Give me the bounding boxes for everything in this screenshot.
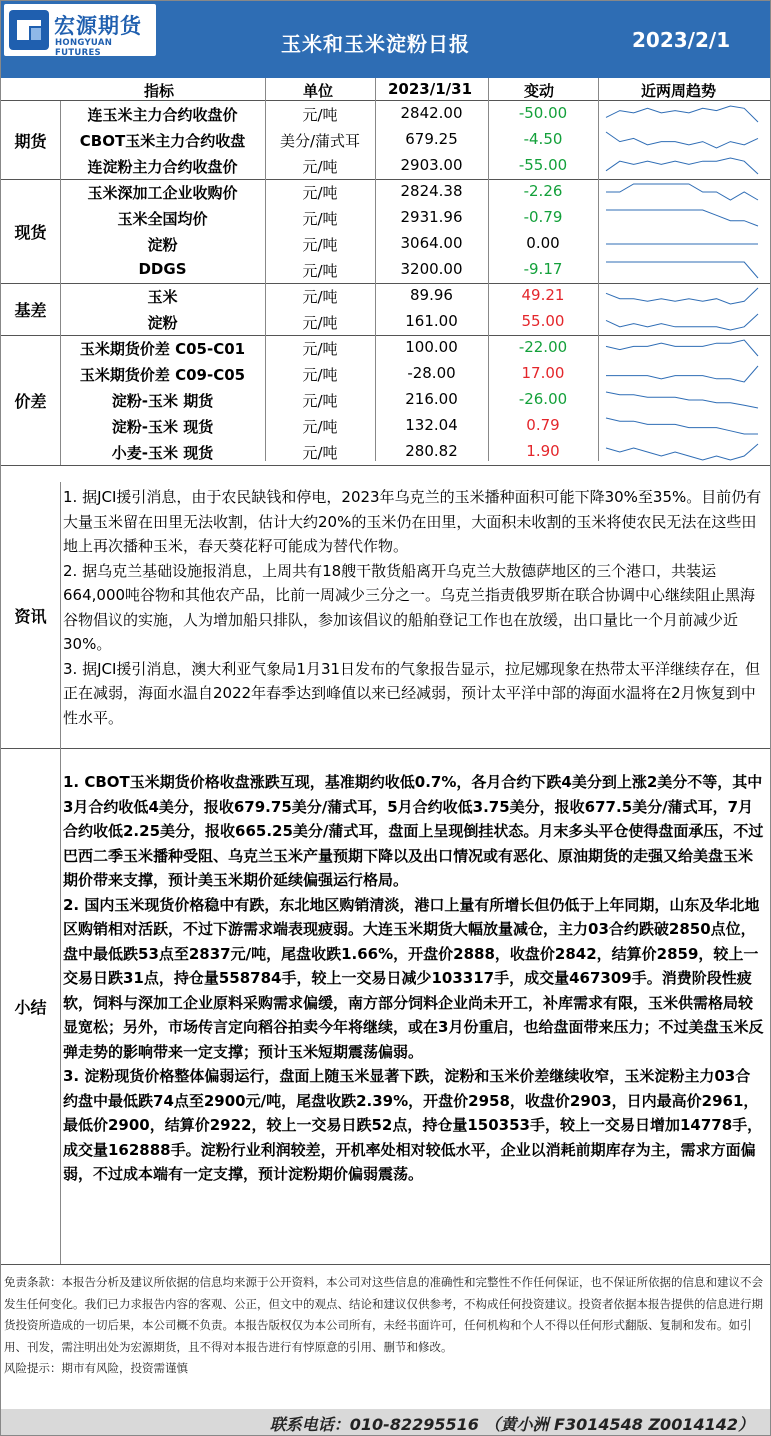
value-cell: 89.96	[410, 286, 453, 304]
indicator-name: CBOT玉米主力合约收盘	[79, 132, 246, 150]
unit-cell: 元/吨	[302, 314, 338, 332]
table-row	[60, 335, 770, 361]
value-cell: 280.82	[405, 442, 458, 460]
unit-cell: 美分/蒲式耳	[279, 132, 361, 150]
table-row	[60, 283, 770, 309]
unit-cell: 元/吨	[302, 184, 338, 202]
trend-line	[606, 210, 758, 226]
trend-sparkline	[602, 311, 762, 333]
change-cell: 49.21	[521, 286, 565, 304]
trend-line	[606, 340, 758, 356]
change-cell: 55.00	[521, 312, 565, 330]
table-section	[1, 335, 770, 466]
trend-line	[606, 418, 758, 434]
trend-line	[606, 392, 758, 408]
change-cell: 1.90	[526, 442, 560, 460]
disclaimer	[4, 1272, 766, 1380]
trend-sparkline	[602, 415, 762, 437]
table-row	[60, 439, 770, 465]
unit-cell: 元/吨	[302, 392, 338, 410]
unit-cell: 元/吨	[302, 288, 338, 306]
section-category: 期货	[1, 101, 61, 179]
news-item-1: 1. 据JCI援引消息，由于农民缺钱和停电，2023年乌克兰的玉米播种面积可能下降30%至35%。目前仍有大量玉米留在田里无法收割，估计大约20%的玉米仍在田里，大面积未收割的玉米将使农民无法在这些田地上再次播种玉米，春天葵花籽可能成为替代作物。	[63, 488, 762, 555]
col-unit: 单位	[303, 82, 334, 100]
trend-line	[606, 106, 758, 122]
value-cell: -28.00	[407, 364, 456, 382]
table-row	[60, 127, 770, 153]
unit-cell: 元/吨	[302, 366, 338, 384]
col-indicator: 指标	[144, 82, 175, 100]
contact-bar	[1, 1409, 770, 1435]
value-cell: 161.00	[405, 312, 458, 330]
table-section	[1, 179, 770, 284]
table-row	[60, 101, 770, 127]
value-cell: 2931.96	[400, 208, 463, 226]
section-category: 基差	[1, 283, 61, 335]
company-logo	[4, 4, 156, 56]
indicator-name: 玉米深加工企业收购价	[87, 184, 238, 202]
trend-sparkline	[602, 285, 762, 307]
value-cell: 132.04	[405, 416, 458, 434]
trend-sparkline	[602, 129, 762, 151]
change-cell: -26.00	[518, 390, 568, 408]
news-item-2: 2. 据乌克兰基础设施报消息，上周共有18艘干散货船离开乌克兰大敖德萨地区的三个港口，共装运664,000吨谷物和其他农产品，比前一周减少三分之一。乌克兰指责俄罗斯在联合协调中心继续阻止黑海谷物倡议的实施，人为增加船只排队，参加该倡议的船舶登记工作也在放缓，出口量比一个月前减少近30%。	[63, 561, 756, 653]
unit-cell: 元/吨	[302, 210, 338, 228]
trend-line	[606, 158, 758, 174]
change-cell: 17.00	[521, 364, 565, 382]
section-category: 现货	[1, 179, 61, 283]
change-cell: -9.17	[523, 260, 563, 278]
change-cell: -22.00	[518, 338, 568, 356]
value-cell: 2842.00	[400, 104, 463, 122]
table-row	[60, 153, 770, 179]
trend-sparkline	[602, 337, 762, 359]
indicator-name: 小麦-玉米 现货	[111, 444, 214, 462]
table-row	[60, 257, 770, 283]
col-value: 2023/1/31	[388, 80, 473, 98]
table-row	[60, 413, 770, 439]
trend-line	[606, 288, 758, 304]
trend-line	[606, 314, 758, 330]
indicator-name: 淀粉-玉米 期货	[111, 392, 214, 410]
unit-cell: 元/吨	[302, 106, 338, 124]
value-cell: 2903.00	[400, 156, 463, 174]
change-cell: -50.00	[518, 104, 568, 122]
table-row	[60, 205, 770, 231]
trend-sparkline	[602, 389, 762, 411]
change-cell: -2.26	[523, 182, 563, 200]
report-date: 2023/2/1	[632, 28, 731, 52]
news-item-3: 3. 据JCI援引消息，澳大利亚气象局1月31日发布的气象报告显示，拉尼娜现象在热带太平洋继续存在，但正在减弱，海面水温自2022年春季达到峰值以来已经减弱，预计太平洋中部的海面水温将在2月恢复到中性水平。	[63, 659, 761, 727]
trend-sparkline	[602, 207, 762, 229]
indicator-name: 玉米期货价差 C05-C01	[79, 340, 246, 358]
indicator-name: 淀粉	[147, 236, 178, 254]
news-section	[1, 482, 770, 749]
indicator-name: 玉米全国均价	[117, 210, 208, 228]
unit-cell: 元/吨	[302, 158, 338, 176]
indicator-name: 玉米期货价差 C09-C05	[79, 366, 246, 384]
risk-warning: 风险提示：期市有风险，投资需谨慎	[4, 1361, 188, 1375]
logo-english-name: HONGYUAN FUTURES	[55, 38, 113, 58]
trend-line	[606, 262, 758, 278]
trend-sparkline	[602, 441, 762, 463]
value-cell: 2824.38	[400, 182, 463, 200]
unit-cell: 元/吨	[302, 444, 338, 462]
section-category: 价差	[1, 335, 61, 465]
table-row	[60, 387, 770, 413]
unit-cell: 元/吨	[302, 340, 338, 358]
value-cell: 679.25	[405, 130, 458, 148]
report-title: 玉米和玉米淀粉日报	[281, 32, 470, 56]
trend-sparkline	[602, 363, 762, 385]
col-change: 变动	[524, 82, 555, 100]
value-cell: 216.00	[405, 390, 458, 408]
hongyuan-logo-icon	[9, 10, 49, 50]
table-row	[60, 231, 770, 257]
logo-chinese-name: 宏源期货	[54, 14, 142, 38]
change-cell: 0.00	[526, 234, 560, 252]
summary-section	[1, 748, 770, 1265]
trend-sparkline	[602, 259, 762, 281]
news-category: 资讯	[1, 482, 61, 748]
value-cell: 3200.00	[400, 260, 463, 278]
summary-item-1: 1. CBOT玉米期货价格收盘涨跌互现，基准期约收低0.7%，各月合约下跌4美分到上涨2美分不等，其中3月合约收低4美分，报收679.75美分/蒲式耳，5月合约收低3.75美分，报收677.5美分/蒲式耳，7月合约收低2.25美分，报收665.25美分/蒲式耳，盘面上呈现倒挂状态。月末多头平仓使得盘面承压，不过巴西二季玉米播种受阻、乌克兰玉米产量预期下降以及出口情况或有恶化、原油期货的走强又给美盘玉米期价带来支撑，预计美玉米期价延续偏强运行格局。	[63, 773, 764, 889]
change-cell: 0.79	[526, 416, 560, 434]
table-header	[1, 78, 770, 101]
trend-sparkline	[602, 155, 762, 177]
col-trend: 近两周趋势	[641, 82, 717, 100]
unit-cell: 元/吨	[302, 262, 338, 280]
table-section	[1, 283, 770, 336]
summary-paragraphs	[63, 770, 765, 1187]
table-row	[60, 179, 770, 205]
table-section	[1, 101, 770, 180]
trend-line	[606, 366, 758, 382]
indicator-name: 淀粉	[147, 314, 178, 332]
value-cell: 100.00	[405, 338, 458, 356]
trend-line	[606, 444, 758, 460]
unit-cell: 元/吨	[302, 236, 338, 254]
indicator-name: DDGS	[138, 260, 187, 278]
trend-line	[606, 184, 758, 200]
trend-sparkline	[602, 233, 762, 255]
indicator-name: 连玉米主力合约收盘价	[87, 106, 238, 124]
trend-sparkline	[602, 103, 762, 125]
value-cell: 3064.00	[400, 234, 463, 252]
indicator-name: 连淀粉主力合约收盘价	[87, 158, 238, 176]
change-cell: -0.79	[523, 208, 563, 226]
disclaimer-text: 免责条款：本报告分析及建议所依据的信息均来源于公开资料，本公司对这些信息的准确性和完整性不作任何保证，也不保证所依据的信息和建议不会发生任何变化。我们已力求报告内容的客观、公正，但文中的观点、结论和建议仅供参考，不构成任何投资建议。投资者依据本报告提供的信息进行期货投资所造成的一切后果，本公司概不负责。本报告版权仅为本公司所有，未经书面许可，任何机构和个人不得以任何形式翻版、复制和发布。如引用、刊发，需注明出处为宏源期货，且不得对本报告进行有悖原意的引用、删节和修改。	[4, 1275, 763, 1354]
news-paragraphs	[63, 485, 765, 730]
trend-sparkline	[602, 181, 762, 203]
change-cell: -55.00	[518, 156, 568, 174]
table-row	[60, 309, 770, 335]
trend-line	[606, 132, 758, 148]
summary-category: 小结	[1, 748, 61, 1264]
indicator-name: 淀粉-玉米 现货	[111, 418, 214, 436]
indicator-name: 玉米	[147, 288, 178, 306]
report-header	[1, 1, 770, 78]
table-row	[60, 361, 770, 387]
change-cell: -4.50	[523, 130, 563, 148]
unit-cell: 元/吨	[302, 418, 338, 436]
summary-item-3: 3. 淀粉现货价格整体偏弱运行，盘面上随玉米显著下跌，淀粉和玉米价差继续收窄，玉米淀粉主力03合约盘中最低跌74点至2900元/吨，尾盘收跌2.39%，开盘价2958，收盘价2903，日内最高价2961，最低价2900，结算价2922，较上一交易日跌52点，持仓量150353手，较上一交易日增加14778手，成交量162888手。淀粉行业利润较差，开机率处相对较低水平，企业以消耗前期库存为主，需求方面偏弱，不过成本端有一定支撑，预计淀粉期价偏弱震荡。	[63, 1067, 763, 1183]
contact-phone: 联系电话：010-82295516 （黄小洲 F3014548 Z0014142）	[269, 1415, 754, 1434]
summary-item-2: 2. 国内玉米现货价格稳中有跌，东北地区购销清淡，港口上量有所增长但仍低于上年同期，山东及华北地区购销相对活跃，不过下游需求端表现疲弱。大连玉米期货大幅放量减仓，主力03合约跌破2850点位，盘中最低跌53点至2837元/吨，尾盘收跌1.66%，开盘价2888，收盘价2842，结算价2859，较上一交易日跌31点，持仓量558784手，较上一交易日减少103317手，成交量467309手。消费阶段性疲软，饲料与深加工企业原料采购需求偏缓，南方部分饲料企业尚未开工，补库需求有限，玉米供需格局较显宽松；另外，市场传言定向稻谷拍卖今年将继续，或在3月份重启，也给盘面带来压力；不过美盘玉米反弹走势的影响带来一定支撑；预计玉米短期震荡偏弱。	[63, 895, 764, 1061]
